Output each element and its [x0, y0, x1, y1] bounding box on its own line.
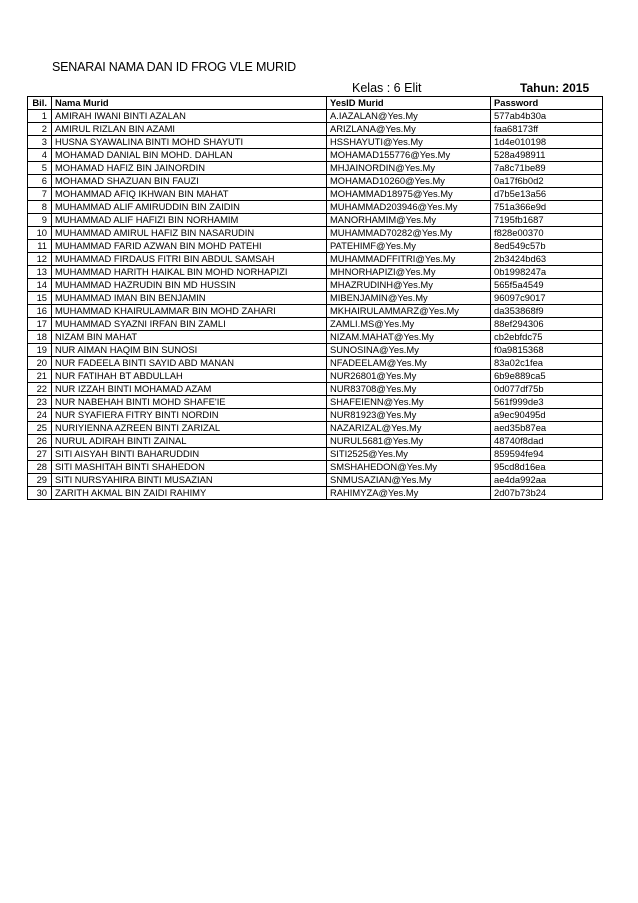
student-name-cell: NUR SYAFIERA FITRY BINTI NORDIN — [52, 409, 327, 422]
row-number-cell: 15 — [28, 292, 52, 305]
row-number-cell: 26 — [28, 435, 52, 448]
yesid-cell: MANORHAMIM@Yes.My — [327, 214, 491, 227]
row-number-cell: 12 — [28, 253, 52, 266]
yesid-cell: MHNORHAPIZI@Yes.My — [327, 266, 491, 279]
yesid-cell: NFADEELAM@Yes.My — [327, 357, 491, 370]
table-row — [28, 383, 603, 396]
row-number-cell: 14 — [28, 279, 52, 292]
row-number-cell: 20 — [28, 357, 52, 370]
table-row — [28, 175, 603, 188]
password-cell: 7195fb1687 — [491, 214, 603, 227]
password-cell: 859594fe94 — [491, 448, 603, 461]
row-number-cell: 19 — [28, 344, 52, 357]
password-cell: 577ab4b30a — [491, 110, 603, 123]
student-name-cell: NUR IZZAH BINTI MOHAMAD AZAM — [52, 383, 327, 396]
password-cell: faa68173ff — [491, 123, 603, 136]
class-label: Kelas : 6 Elit — [352, 81, 422, 95]
yesid-cell: NURUL5681@Yes.My — [327, 435, 491, 448]
row-number-cell: 23 — [28, 396, 52, 409]
row-number-cell: 11 — [28, 240, 52, 253]
password-cell: 96097c9017 — [491, 292, 603, 305]
yesid-cell: RAHIMYZA@Yes.My — [327, 487, 491, 500]
yesid-cell: NUR26801@Yes.My — [327, 370, 491, 383]
yesid-cell: MUHAMMADFFITRI@Yes.My — [327, 253, 491, 266]
table-row — [28, 123, 603, 136]
password-cell: 95cd8d16ea — [491, 461, 603, 474]
table-row — [28, 149, 603, 162]
yesid-cell: ZAMLI.MS@Yes.My — [327, 318, 491, 331]
password-cell: 1d4e010198 — [491, 136, 603, 149]
table-row — [28, 331, 603, 344]
row-number-cell: 17 — [28, 318, 52, 331]
password-cell: 48740f8dad — [491, 435, 603, 448]
table-row — [28, 344, 603, 357]
password-cell: 561f999de3 — [491, 396, 603, 409]
password-cell: da353868f9 — [491, 305, 603, 318]
row-number-cell: 22 — [28, 383, 52, 396]
student-name-cell: MOHAMAD HAFIZ BIN JAINORDIN — [52, 162, 327, 175]
document-title: SENARAI NAMA DAN ID FROG VLE MURID — [52, 60, 296, 74]
table-row — [28, 396, 603, 409]
row-number-cell: 28 — [28, 461, 52, 474]
yesid-cell: MOHAMMAD18975@Yes.My — [327, 188, 491, 201]
table-row — [28, 292, 603, 305]
yesid-cell: MIBENJAMIN@Yes.My — [327, 292, 491, 305]
column-header-yesid: YesID Murid — [327, 97, 491, 110]
table-row — [28, 253, 603, 266]
row-number-cell: 10 — [28, 227, 52, 240]
student-name-cell: ZARITH AKMAL BIN ZAIDI RAHIMY — [52, 487, 327, 500]
yesid-cell: MOHAMAD10260@Yes.My — [327, 175, 491, 188]
row-number-cell: 21 — [28, 370, 52, 383]
password-cell: 2b3424bd63 — [491, 253, 603, 266]
password-cell: 751a366e9d — [491, 201, 603, 214]
student-name-cell: MUHAMMAD KHAIRULAMMAR BIN MOHD ZAHARI — [52, 305, 327, 318]
row-number-cell: 4 — [28, 149, 52, 162]
password-cell: 0b1998247a — [491, 266, 603, 279]
row-number-cell: 6 — [28, 175, 52, 188]
yesid-cell: PATEHIMF@Yes.My — [327, 240, 491, 253]
table-row — [28, 422, 603, 435]
column-header-password: Password — [491, 97, 603, 110]
password-cell: 0a17f6b0d2 — [491, 175, 603, 188]
password-cell: 83a02c1fea — [491, 357, 603, 370]
password-cell: f828e00370 — [491, 227, 603, 240]
row-number-cell: 27 — [28, 448, 52, 461]
table-row — [28, 188, 603, 201]
student-name-cell: MUHAMMAD ALIF AMIRUDDIN BIN ZAIDIN — [52, 201, 327, 214]
yesid-cell: A.IAZALAN@Yes.My — [327, 110, 491, 123]
yesid-cell: SITI2525@Yes.My — [327, 448, 491, 461]
password-cell: 2d07b73b24 — [491, 487, 603, 500]
password-cell: 528a498911 — [491, 149, 603, 162]
row-number-cell: 18 — [28, 331, 52, 344]
student-name-cell: MUHAMMAD HAZRUDIN BIN MD HUSSIN — [52, 279, 327, 292]
student-name-cell: NUR AIMAN HAQIM BIN SUNOSI — [52, 344, 327, 357]
yesid-cell: NUR83708@Yes.My — [327, 383, 491, 396]
row-number-cell: 2 — [28, 123, 52, 136]
student-name-cell: NUR FATIHAH BT ABDULLAH — [52, 370, 327, 383]
student-name-cell: SITI AISYAH BINTI BAHARUDDIN — [52, 448, 327, 461]
table-row — [28, 266, 603, 279]
table-row — [28, 305, 603, 318]
row-number-cell: 13 — [28, 266, 52, 279]
yesid-cell: MUHAMMAD203946@Yes.My — [327, 201, 491, 214]
student-name-cell: NUR FADEELA BINTI SAYID ABD MANAN — [52, 357, 327, 370]
table-row — [28, 474, 603, 487]
password-cell: 7a8c71be89 — [491, 162, 603, 175]
row-number-cell: 24 — [28, 409, 52, 422]
student-name-cell: HUSNA SYAWALINA BINTI MOHD SHAYUTI — [52, 136, 327, 149]
student-name-cell: MOHAMMAD AFIQ IKHWAN BIN MAHAT — [52, 188, 327, 201]
yesid-cell: SMSHAHEDON@Yes.My — [327, 461, 491, 474]
student-table — [27, 96, 603, 500]
password-cell: d7b5e13a56 — [491, 188, 603, 201]
table-row — [28, 435, 603, 448]
table-row — [28, 136, 603, 149]
yesid-cell: MUHAMMAD70282@Yes.My — [327, 227, 491, 240]
student-name-cell: AMIRUL RIZLAN BIN AZAMI — [52, 123, 327, 136]
student-name-cell: SITI MASHITAH BINTI SHAHEDON — [52, 461, 327, 474]
row-number-cell: 7 — [28, 188, 52, 201]
row-number-cell: 30 — [28, 487, 52, 500]
student-name-cell: NURIYIENNA AZREEN BINTI ZARIZAL — [52, 422, 327, 435]
table-row — [28, 318, 603, 331]
row-number-cell: 8 — [28, 201, 52, 214]
student-name-cell: MUHAMMAD IMAN BIN BENJAMIN — [52, 292, 327, 305]
student-name-cell: MUHAMMAD FARID AZWAN BIN MOHD PATEHI — [52, 240, 327, 253]
yesid-cell: MOHAMAD155776@Yes.My — [327, 149, 491, 162]
student-name-cell: MUHAMMAD FIRDAUS FITRI BIN ABDUL SAMSAH — [52, 253, 327, 266]
table-row — [28, 227, 603, 240]
password-cell: 0d077df75b — [491, 383, 603, 396]
table-row — [28, 487, 603, 500]
password-cell: a9ec90495d — [491, 409, 603, 422]
table-header-row — [28, 97, 603, 110]
password-cell: cb2ebfdc75 — [491, 331, 603, 344]
yesid-cell: SHAFEIENN@Yes.My — [327, 396, 491, 409]
student-name-cell: MUHAMMAD SYAZNI IRFAN BIN ZAMLI — [52, 318, 327, 331]
student-name-cell: MOHAMAD DANIAL BIN MOHD. DAHLAN — [52, 149, 327, 162]
yesid-cell: MHJAINORDIN@Yes.My — [327, 162, 491, 175]
table-row — [28, 409, 603, 422]
student-name-cell: NURUL ADIRAH BINTI ZAINAL — [52, 435, 327, 448]
student-name-cell: NIZAM BIN MAHAT — [52, 331, 327, 344]
yesid-cell: NAZARIZAL@Yes.My — [327, 422, 491, 435]
password-cell: 565f5a4549 — [491, 279, 603, 292]
row-number-cell: 5 — [28, 162, 52, 175]
yesid-cell: NUR81923@Yes.My — [327, 409, 491, 422]
table-body — [28, 110, 603, 500]
row-number-cell: 1 — [28, 110, 52, 123]
student-name-cell: MUHAMMAD HARITH HAIKAL BIN MOHD NORHAPIZI — [52, 266, 327, 279]
year-label: Tahun: 2015 — [520, 81, 590, 95]
table-row — [28, 370, 603, 383]
table-row — [28, 240, 603, 253]
row-number-cell: 3 — [28, 136, 52, 149]
yesid-cell: NIZAM.MAHAT@Yes.My — [327, 331, 491, 344]
table-row — [28, 162, 603, 175]
password-cell: aed35b87ea — [491, 422, 603, 435]
table-row — [28, 110, 603, 123]
yesid-cell: SNMUSAZIAN@Yes.My — [327, 474, 491, 487]
table-row — [28, 461, 603, 474]
table-row — [28, 279, 603, 292]
password-cell: 88ef294306 — [491, 318, 603, 331]
student-name-cell: MOHAMAD SHAZUAN BIN FAUZI — [52, 175, 327, 188]
table-row — [28, 357, 603, 370]
row-number-cell: 29 — [28, 474, 52, 487]
student-name-cell: AMIRAH IWANI BINTI AZALAN — [52, 110, 327, 123]
row-number-cell: 16 — [28, 305, 52, 318]
table-row — [28, 214, 603, 227]
yesid-cell: ARIZLANA@Yes.My — [327, 123, 491, 136]
password-cell: f0a9815368 — [491, 344, 603, 357]
student-name-cell: MUHAMMAD ALIF HAFIZI BIN NORHAMIM — [52, 214, 327, 227]
student-name-cell: SITI NURSYAHIRA BINTI MUSAZIAN — [52, 474, 327, 487]
column-header-name: Nama Murid — [52, 97, 327, 110]
password-cell: ae4da992aa — [491, 474, 603, 487]
table-row — [28, 201, 603, 214]
student-name-cell: MUHAMMAD AMIRUL HAFIZ BIN NASARUDIN — [52, 227, 327, 240]
password-cell: 6b9e889ca5 — [491, 370, 603, 383]
yesid-cell: MHAZRUDINH@Yes.My — [327, 279, 491, 292]
table-row — [28, 448, 603, 461]
yesid-cell: SUNOSINA@Yes.My — [327, 344, 491, 357]
column-header-bil: Bil. — [28, 97, 52, 110]
student-name-cell: NUR NABEHAH BINTI MOHD SHAFE'IE — [52, 396, 327, 409]
yesid-cell: HSSHAYUTI@Yes.My — [327, 136, 491, 149]
password-cell: 8ed549c57b — [491, 240, 603, 253]
yesid-cell: MKHAIRULAMMARZ@Yes.My — [327, 305, 491, 318]
row-number-cell: 25 — [28, 422, 52, 435]
row-number-cell: 9 — [28, 214, 52, 227]
